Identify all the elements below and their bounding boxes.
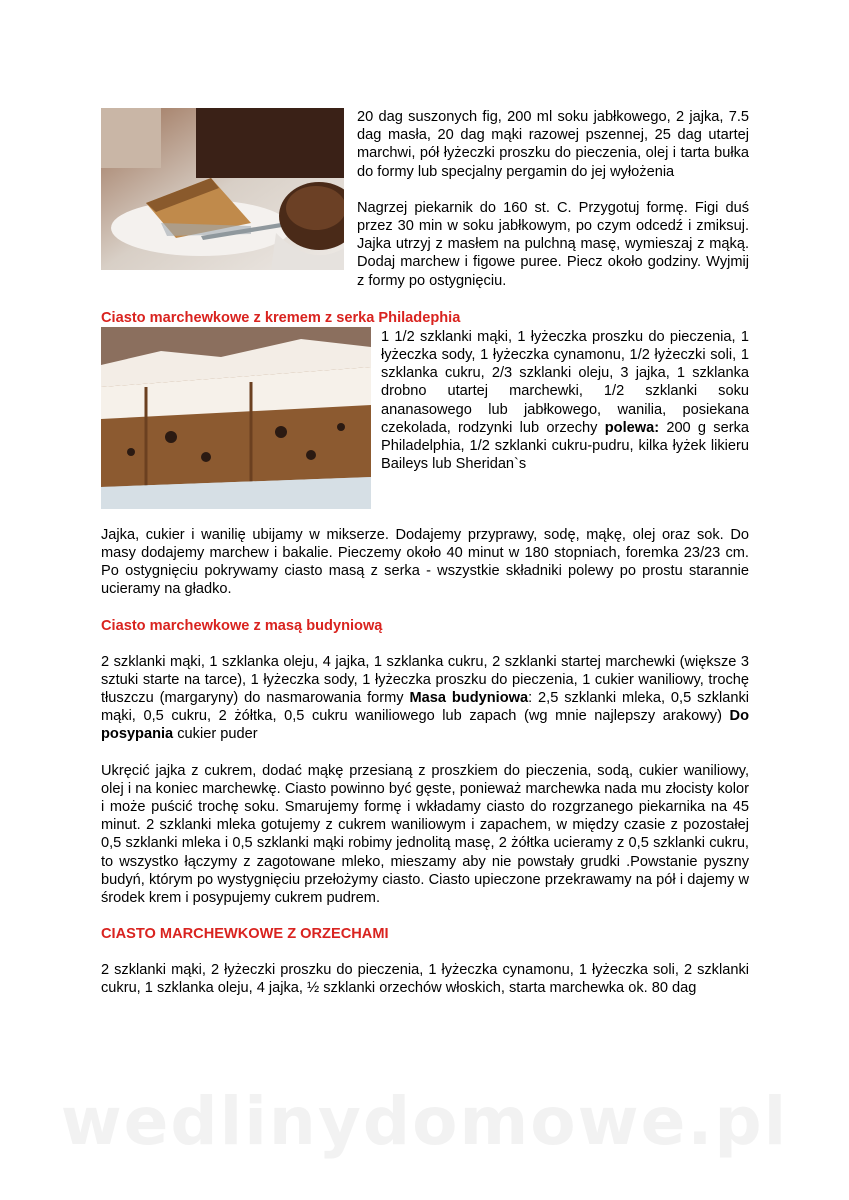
recipe3-pudding-label: Masa budyniowa <box>409 690 529 707</box>
site-watermark: wedlinydomowe.pl <box>60 1083 789 1160</box>
recipe2-glaze: 200 g serka Philadelphia, 1/2 szklanki cukru-pudru, kilka łyżek likieru Baileys lub Sheridan`s <box>381 419 749 473</box>
recipe4-ingredients: 2 szklanki mąki, 2 łyżeczki proszku do pieczenia, 1 łyżeczka cynamonu, 1 łyżeczka soli, 2 szklanki cukru, 1 szklanka oleju, 4 jajka, ½ szklanki orzechów włoskich, starta marchewka ok. 80 dag <box>101 962 749 997</box>
recipe3-topping: cukier puder <box>177 726 258 743</box>
recipe1-method: Nagrzej piekarnik do 160 st. C. Przygotuj formę. Figi duś przez 30 min w soku jabłkowym, po czym odcedź i zmiksuj. Jajka utrzyj z masłem na pulchną masę, wymieszaj z mąką. Dodaj marchew i figowe puree. Piecz około godziny. Wyjmij z formy po ostygnięciu. <box>357 199 749 289</box>
recipe4-title: CIASTO MARCHEWKOWE Z ORZECHAMI <box>101 926 389 943</box>
recipe2-method: Jajka, cukier i wanilię ubijamy w mikserze. Dodajemy przyprawy, sodę, mąkę, olej oraz sok. Do masy dodajemy marchew i bakalie. Pieczemy około 40 minut w 180 stopniach, foremka 23/23 cm. Po ostygnięciu pokrywamy ciasto masą z serka - wszystkie składniki polewy po prostu starannie ucieramy na gładko. <box>101 526 749 598</box>
recipe2-ingredients: 1 1/2 szklanki mąki, 1 łyżeczka proszku do pieczenia, 1 łyżeczka sody, 1 łyżeczka cynamonu, 1/2 łyżeczki soli, 1 szklanka cukru, 2/3 szklanki oleju, 3 jajka, 1 szklanka drobno utartej marchewki, 1/2 szklanki soku ananasowego lub jabłkowego, wanilia, posiekana czekolada, rodzynki lub orzechy <box>381 328 749 436</box>
recipe3-title: Ciasto marchewkowe z masą budyniową <box>101 617 383 634</box>
recipe3-ingredients-a: 2 szklanki mąki, 1 szklanka oleju, 4 jajka, 1 szklanka cukru, 2 szklanki startej marchewki (większe 3 sztuki starte na tarce), 1 łyżeczka sody, 1 łyżeczka proszku do pieczenia, 1 cukier waniliowy, trochę tłuszczu (margaryny) do nasmarowania formy <box>101 653 749 707</box>
recipe3-topping-label: Do posypania <box>101 708 749 743</box>
recipe2-title: Ciasto marchewkowe z kremem z serka Philadephia <box>101 309 461 326</box>
recipe3-ingredients-b: : 2,5 szklanki mleka, 0,5 szklanki mąki, 0,5 cukru, 2 żółtka, 0,5 cukru waniliowego lub zapach (wg mnie najlepszy arakowy) <box>101 690 750 725</box>
document-page <box>101 108 749 998</box>
philadelphia-cake-photo <box>101 327 371 509</box>
recipe2-glaze-label: polewa: <box>604 419 660 436</box>
fig-cake-photo <box>101 108 344 270</box>
recipe3-method: Ukręcić jajka z cukrem, dodać mąkę przesianą z proszkiem do pieczenia, sodą, cukier waniliowy, olej i na koniec marchewkę. Ciasto powinno być gęste, ponieważ marchewka nada mu złocisty kolor i może puścić trochę soku. Smarujemy formę i wkładamy ciasto do rozgrzanego piekarnika na 45 minut. 2 szklanki mleka gotujemy z cukrem waniliowym i zapachem, w między czasie z pozostałej 0,5 szklanki mleka i 0,5 szklanki mąki robimy jednolitą masę, 2 żółtka ucieramy z 0,5 szklanki cukru, to wszystko łączymy z zagotowane mleko, mieszamy aby nie powstały grudki .Powstanie pyszny budyń, którym po wystygnięciu przełożymy ciasto. Ciasto upieczone przekrawamy na pół i dajemy w środek krem i posypujemy cukrem pudrem. <box>101 762 749 907</box>
recipe1-ingredients: 20 dag suszonych fig, 200 ml soku jabłkowego, 2 jajka, 7.5 dag masła, 20 dag mąki razowej pszennej, 25 dag utartej marchwi, pół łyżeczki proszku do pieczenia, olej i tarta bułka do formy lub specjalny pergamin do jej wyłożenia <box>357 109 749 180</box>
